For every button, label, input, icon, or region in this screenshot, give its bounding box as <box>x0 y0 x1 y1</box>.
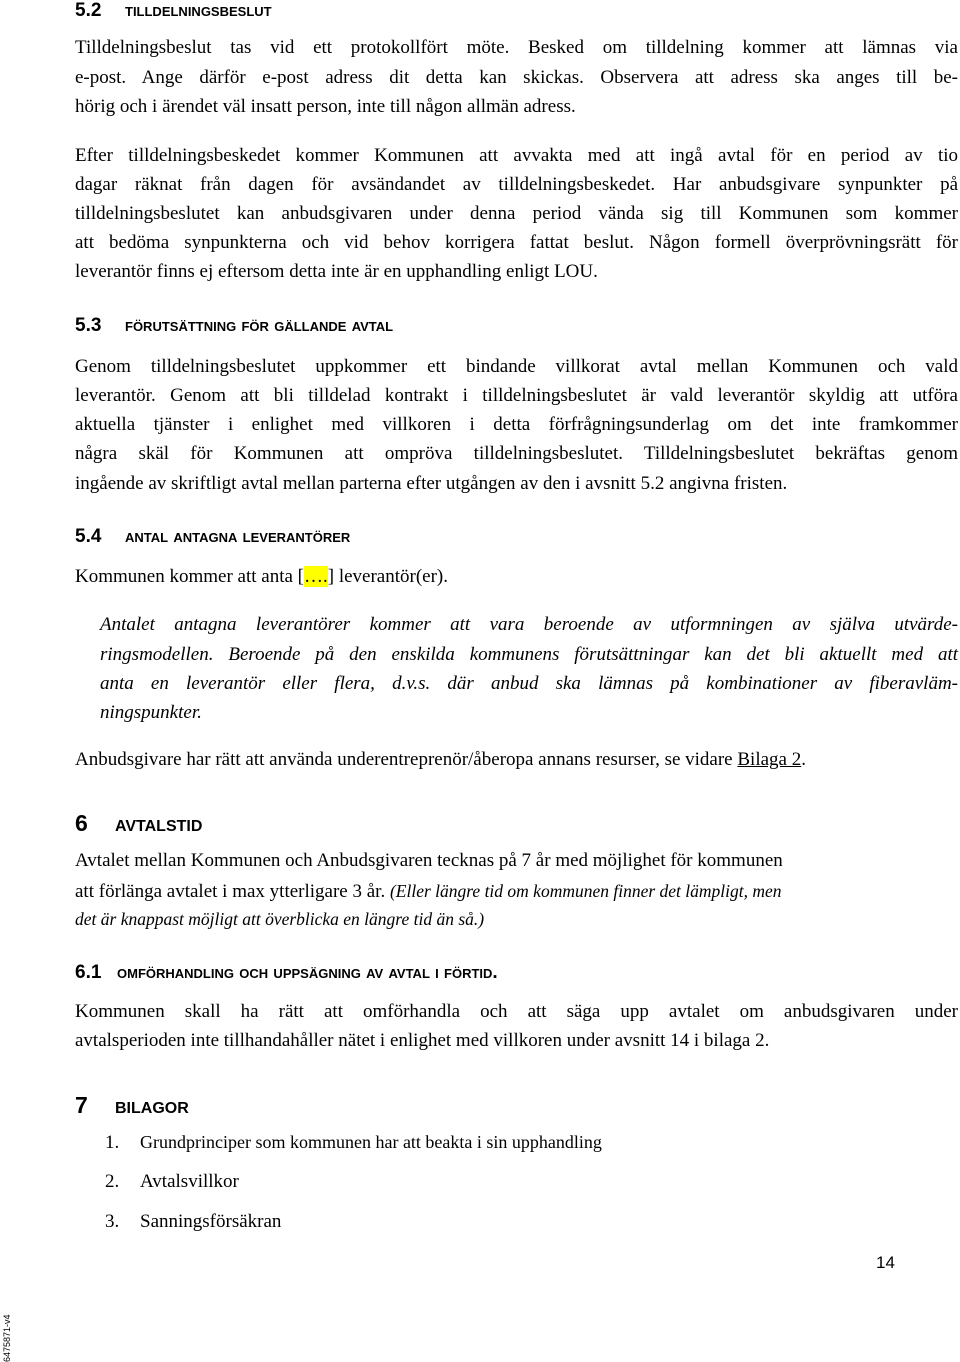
list-number: 3. <box>105 1211 120 1232</box>
text-span: ] leverantör(er). <box>327 566 449 587</box>
paragraph-line <box>75 749 958 771</box>
paragraph-line: hörig och i ärendet väl insatt person, inte till någon allmän adress. <box>75 96 576 117</box>
section-title: avtalstid <box>115 810 203 836</box>
paragraph-line <box>75 880 958 903</box>
text-span: . <box>801 749 806 770</box>
paragraph-line: dagar räknat från dagen för avsändandet av tilldelningsbeskedet. Har anbudsgivare synpunkter på <box>75 174 958 195</box>
section-number: 5.3 <box>75 315 102 336</box>
italic-line: anta en leverantör eller flera, d.v.s. där anbud ska lämnas på kombinationer av fiberavläm- <box>100 673 958 694</box>
section-number: 6.1 <box>75 962 102 983</box>
list-text: Grundprinciper som kommunen har att beakta i sin upphandling <box>140 1132 602 1152</box>
italic-line: ringsmodellen. Beroende på den enskilda kommunens förutsättningar kan det bli aktuellt med att <box>100 644 958 665</box>
highlighted-placeholder: …. <box>304 566 328 587</box>
paragraph-line: Avtalet mellan Kommunen och Anbudsgivaren tecknas på 7 år med möjlighet för kommunen <box>75 850 783 871</box>
paragraph-line: några skäl för Kommunen att ompröva tilldelningsbeslutet. Tilldelningsbeslutet bekräftas genom <box>75 443 958 464</box>
list-number: 1. <box>105 1132 120 1153</box>
paragraph-line <box>75 566 958 588</box>
section-title: förutsättning för gällande avtal <box>125 315 394 336</box>
paragraph-line: ingående av skriftligt avtal mellan parterna efter utgången av den i avsnitt 5.2 angivna fristen. <box>75 473 788 494</box>
paragraph-line: avtalsperioden inte tillhandahåller nätet i enlighet med villkoren under avsnitt 14 i bilaga 2. <box>75 1030 770 1051</box>
section-5-4-heading <box>75 526 350 548</box>
list-number: 2. <box>105 1171 120 1192</box>
section-number: 6 <box>75 810 88 836</box>
paragraph-line: tilldelningsbeslutet kan anbudsgivaren under denna period vända sig till Kommunen som kommer <box>75 203 958 224</box>
paragraph-line: leverantör finns ej eftersom detta inte är en upphandling enligt LOU. <box>75 261 598 282</box>
section-title: bilagor <box>115 1092 189 1118</box>
section-number: 7 <box>75 1092 88 1118</box>
section-title: antal antagna leverantörer <box>125 526 351 547</box>
text-span: Kommunen kommer att anta [ <box>75 566 304 587</box>
section-7-heading <box>75 1092 189 1119</box>
page-number: 14 <box>876 1253 895 1272</box>
paragraph-line: Tilldelningsbeslut tas vid ett protokollfört möte. Besked om tilldelning kommer att lämnas via <box>75 37 958 58</box>
bilaga-2-link[interactable]: Bilaga 2 <box>737 749 802 770</box>
paragraph-line: e-post. Ange därför e-post adress dit detta kan skickas. Observera att adress ska anges till be- <box>75 67 958 88</box>
italic-line: Antalet antagna leverantörer kommer att vara beroende av utformningen av själva utvärde- <box>100 614 958 635</box>
italic-span: (Eller längre tid om kommunen finner det lämpligt, men <box>389 881 782 901</box>
section-5-2-heading <box>75 0 272 22</box>
list-text: Sanningsförsäkran <box>140 1211 282 1232</box>
paragraph-line: Genom tilldelningsbeslutet uppkommer ett bindande villkorat avtal mellan Kommunen och vald <box>75 356 958 377</box>
paragraph-line: att bedöma synpunkterna och vid behov korrigera fattat beslut. Någon formell överprövningsrätt för <box>75 232 958 253</box>
section-6-heading <box>75 810 202 837</box>
paragraph-line: leverantör. Genom att bli tilldelad kontrakt i tilldelningsbeslutet är vald leverantör skyldig att utföra <box>75 385 958 406</box>
section-title: omförhandling och uppsägning av avtal i förtid. <box>117 962 498 983</box>
section-5-3-heading <box>75 315 393 337</box>
text-span: Anbudsgivare har rätt att använda underentreprenör/åberopa annans resurser, se vidare <box>75 749 738 770</box>
list-text: Avtalsvillkor <box>140 1171 239 1192</box>
section-number: 5.4 <box>75 526 102 547</box>
text-span: att förlänga avtalet i max ytterligare 3 år. <box>75 881 390 902</box>
paragraph-line: aktuella tjänster i enlighet med villkoren i detta förfrågningsunderlag om det inte framkommer <box>75 414 958 435</box>
paragraph-line: Kommunen skall ha rätt att omförhandla och att säga upp avtalet om anbudsgivaren under <box>75 1001 958 1022</box>
section-title: tilldelningsbeslut <box>125 0 272 21</box>
italic-line: ningspunkter. <box>100 702 202 723</box>
document-id: 6475871-v4 <box>2 1314 12 1362</box>
section-6-1-heading <box>75 962 498 984</box>
italic-line: det är knappast möjligt att överblicka en längre tid än så.) <box>75 909 485 929</box>
section-number: 5.2 <box>75 0 102 21</box>
paragraph-line: Efter tilldelningsbeskedet kommer Kommunen att avvakta med att ingå avtal för en period av tio <box>75 145 958 166</box>
